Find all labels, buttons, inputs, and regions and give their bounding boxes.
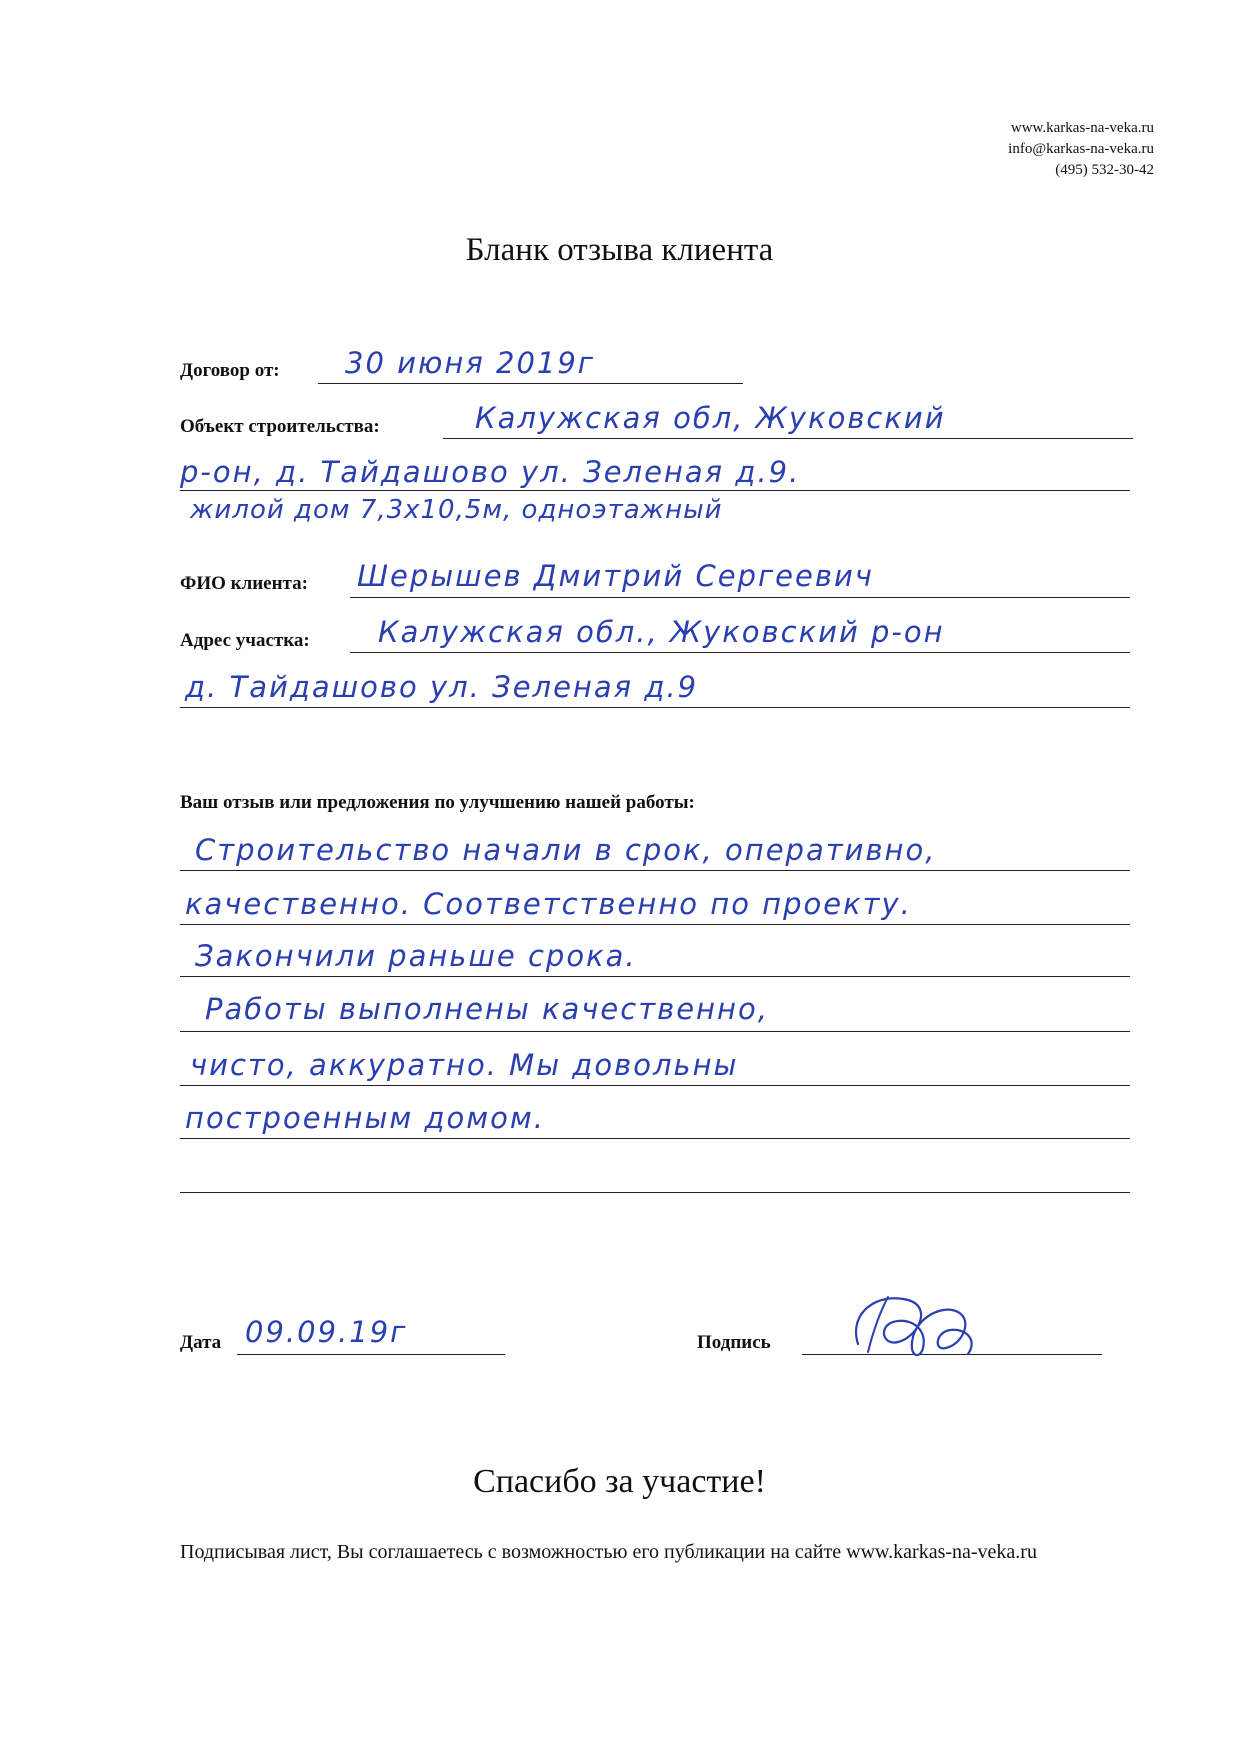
date-label: Дата (180, 1332, 222, 1353)
signature-label: Подпись (697, 1332, 771, 1353)
feedback-line-3 (180, 976, 1130, 977)
publication-notice: Подписывая лист, Вы соглашаетесь с возможностью его публикации на сайте www.karkas-na-veka.ru (180, 1541, 1037, 1563)
client-line (350, 597, 1130, 598)
feedback-value-line-2[interactable]: качественно. Соответственно по проекту. (185, 887, 912, 921)
feedback-line-1 (180, 870, 1130, 871)
object-value-line-2[interactable]: р-он, д. Тайдашово ул. Зеленая д.9. (180, 455, 801, 489)
object-value-line-3[interactable]: жилой дом 7,3х10,5м, одноэтажный (190, 495, 723, 525)
object-label: Объект строительства: (180, 416, 380, 437)
object-line-2 (180, 490, 1130, 491)
feedback-line-2 (180, 924, 1130, 925)
feedback-value-line-1[interactable]: Строительство начали в срок, оперативно, (195, 833, 937, 867)
feedback-value-line-5[interactable]: чисто, аккуратно. Мы довольны (190, 1048, 739, 1082)
feedback-value-line-3[interactable]: Закончили раньше срока. (195, 939, 637, 973)
date-value[interactable]: 09.09.19г (245, 1315, 408, 1349)
email-link[interactable]: info@karkas-na-veka.ru (1008, 141, 1154, 157)
contract-label: Договор от: (180, 360, 280, 381)
address-value-line-2[interactable]: д. Тайдашово ул. Зеленая д.9 (185, 670, 699, 704)
website-link[interactable]: www.karkas-na-veka.ru (1010, 120, 1154, 136)
address-line-2 (180, 707, 1130, 708)
feedback-value-line-6[interactable]: построенным домом. (185, 1101, 545, 1135)
phone-text: (495) 532-30-42 (1055, 162, 1154, 178)
address-value-line-1[interactable]: Калужская обл., Жуковский р-он (378, 615, 945, 649)
feedback-line-5 (180, 1085, 1130, 1086)
object-line-1 (443, 438, 1133, 439)
contract-line (318, 383, 743, 384)
feedback-line-4 (180, 1031, 1130, 1032)
client-value[interactable]: Шерышев Дмитрий Сергеевич (357, 559, 874, 593)
contract-value[interactable]: 30 июня 2019г (345, 346, 596, 380)
thanks-text: Спасибо за участие! (473, 1463, 766, 1500)
page-title: Бланк отзыва клиента (465, 232, 774, 268)
feedback-line-6 (180, 1138, 1130, 1139)
feedback-value-line-4[interactable]: Работы выполнены качественно, (205, 992, 769, 1026)
feedback-label: Ваш отзыв или предложения по улучшению нашей работы: (180, 792, 695, 813)
address-label: Адрес участка: (180, 630, 310, 651)
contacts-block (1008, 118, 1154, 181)
client-label: ФИО клиента: (180, 573, 308, 594)
address-line-1 (350, 652, 1130, 653)
signature-mark[interactable] (838, 1282, 998, 1372)
object-value-line-1[interactable]: Калужская обл, Жуковский (475, 401, 946, 435)
feedback-line-7 (180, 1192, 1130, 1193)
date-line (237, 1354, 505, 1355)
